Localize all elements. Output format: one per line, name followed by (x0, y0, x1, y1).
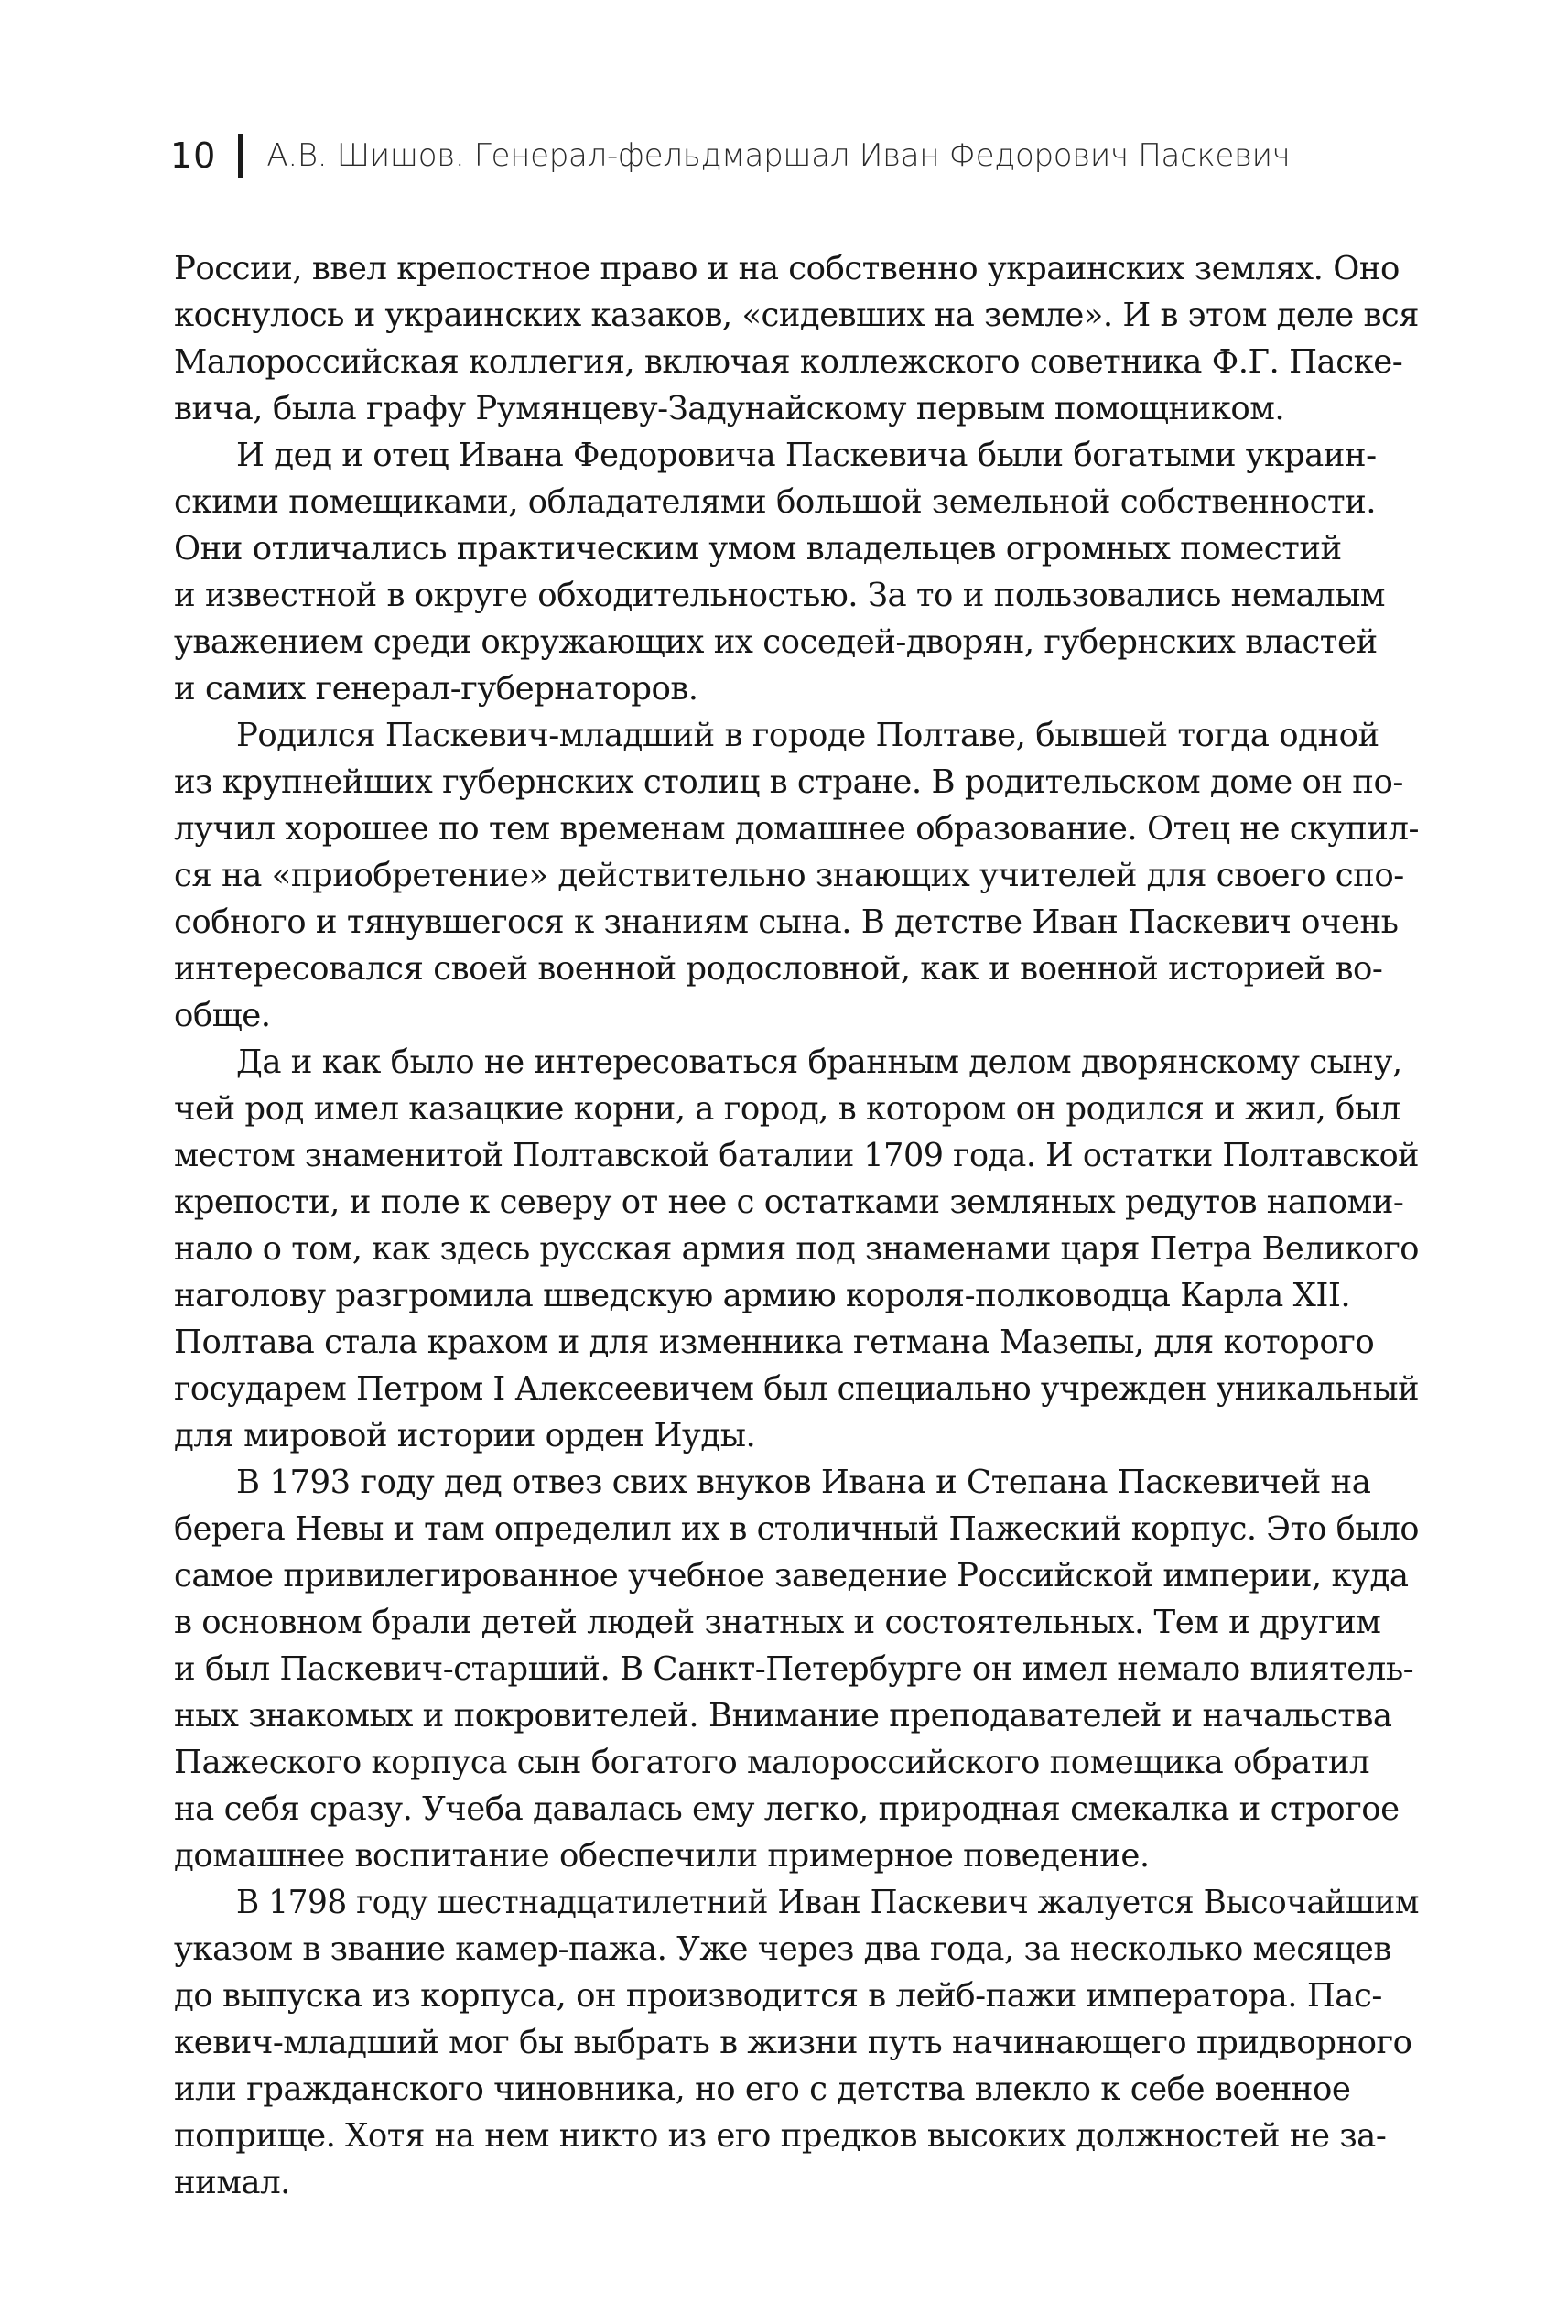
text-line: скими помещиками, обладателями большой земельной собственности. (174, 483, 1377, 521)
text-line: Родился Паскевич-младший в городе Полтаве, бывшей тогда одной (236, 717, 1379, 754)
text-line: Полтава стала крахом и для изменника гетмана Мазепы, для которого (174, 1324, 1375, 1361)
text-line: указом в звание камер-пажа. Уже через два года, за несколько месяцев (174, 1930, 1391, 1968)
text-line: уважением среди окружающих их соседей-дворян, губернских властей (174, 623, 1378, 661)
text-line: Да и как было не интересоваться бранным делом дворянскому сыну, (236, 1043, 1402, 1081)
text-line: крепости, и поле к северу от нее с остатками земляных редутов напоми- (174, 1184, 1404, 1221)
text-line: местом знаменитой Полтавской баталии 1709 года. И остатки Полтавской (174, 1137, 1419, 1174)
text-line: обще. (174, 997, 271, 1034)
running-header (170, 128, 1290, 183)
text-line: кевич-младший мог бы выбрать в жизни путь начинающего придворного (174, 2024, 1412, 2061)
text-line: и самих генерал-губернаторов. (174, 670, 698, 708)
text-line: берега Невы и там определил их в столичный Пажеский корпус. Это было (174, 1510, 1419, 1548)
text-line: коснулось и украинских казаков, «сидевших на земле». И в этом деле вся (174, 297, 1419, 334)
text-line: из крупнейших губернских столиц в стране. В родительском доме он по- (174, 763, 1403, 801)
text-line: Они отличались практическим умом владельцев огромных поместий (174, 530, 1342, 567)
text-line: Малороссийская коллегия, включая коллежского советника Ф.Г. Паске- (174, 343, 1403, 381)
paragraph (174, 1459, 1419, 1879)
text-line: самое привилегированное учебное заведение Российской империи, куда (174, 1557, 1409, 1594)
text-line: поприще. Хотя на нем никто из его предков высоких должностей не за- (174, 2117, 1387, 2155)
text-line: для мировой истории орден Иуды. (174, 1417, 756, 1454)
paragraph (174, 245, 1419, 432)
text-line: или гражданского чиновника, но его с детства влекло к себе военное (174, 2070, 1351, 2108)
paragraph (174, 1879, 1419, 2206)
body-text (174, 245, 1419, 2206)
text-line: ся на «приобретение» действительно знающих учителей для своего спо- (174, 857, 1404, 894)
text-line: России, ввел крепостное право и на собственно украинских землях. Оно (174, 250, 1400, 287)
header-divider (238, 134, 243, 178)
text-line: государем Петром I Алексеевичем был специально учрежден уникальный (174, 1370, 1419, 1408)
page-number: 10 (170, 135, 217, 176)
text-line: В 1793 году дед отвез свих внуков Ивана и Степана Паскевичей на (236, 1464, 1371, 1501)
text-line: В 1798 году шестнадцатилетний Иван Паскевич жалуется Высочайшим (236, 1884, 1419, 1921)
text-line: чей род имел казацкие корни, а город, в котором он родился и жил, был (174, 1090, 1400, 1128)
text-line: Пажеского корпуса сын богатого малороссийского помещика обратил (174, 1744, 1370, 1781)
text-line: лучил хорошее по тем временам домашнее образование. Отец не скупил- (174, 810, 1419, 848)
text-line: в основном брали детей людей знатных и состоятельных. Тем и другим (174, 1604, 1381, 1641)
text-line: интересовался своей военной родословной, как и военной историей во- (174, 950, 1383, 988)
text-line: домашнее воспитание обеспечили примерное поведение. (174, 1837, 1150, 1875)
text-line: вича, была графу Румянцеву-Задунайскому первым помощником. (174, 390, 1285, 427)
text-line: собного и тянувшегося к знаниям сына. В детстве Иван Паскевич очень (174, 903, 1399, 941)
paragraph (174, 712, 1419, 1039)
text-line: и был Паскевич-старший. В Санкт-Петербурге он имел немало влиятель- (174, 1650, 1414, 1688)
text-line: и известной в округе обходительностью. За то и пользовались немалым (174, 577, 1386, 614)
text-line: до выпуска из корпуса, он производится в лейб-пажи императора. Пас- (174, 1977, 1382, 2015)
text-line: наголову разгромила шведскую армию короля-полководца Карла XII. (174, 1277, 1351, 1314)
paragraph (174, 432, 1419, 712)
text-line: ных знакомых и покровителей. Внимание преподавателей и начальства (174, 1697, 1392, 1735)
text-line: И дед и отец Ивана Федоровича Паскевича были богатыми украин- (236, 437, 1377, 474)
text-line: на себя сразу. Учеба давалась ему легко, природная смекалка и строгое (174, 1790, 1400, 1828)
text-line: нало о том, как здесь русская армия под знаменами царя Петра Великого (174, 1230, 1419, 1268)
text-line: нимал. (174, 2164, 290, 2201)
paragraph (174, 1039, 1419, 1459)
running-title: А.В. Шишов. Генерал-фельдмаршал Иван Федорович Паскевич (266, 137, 1291, 174)
